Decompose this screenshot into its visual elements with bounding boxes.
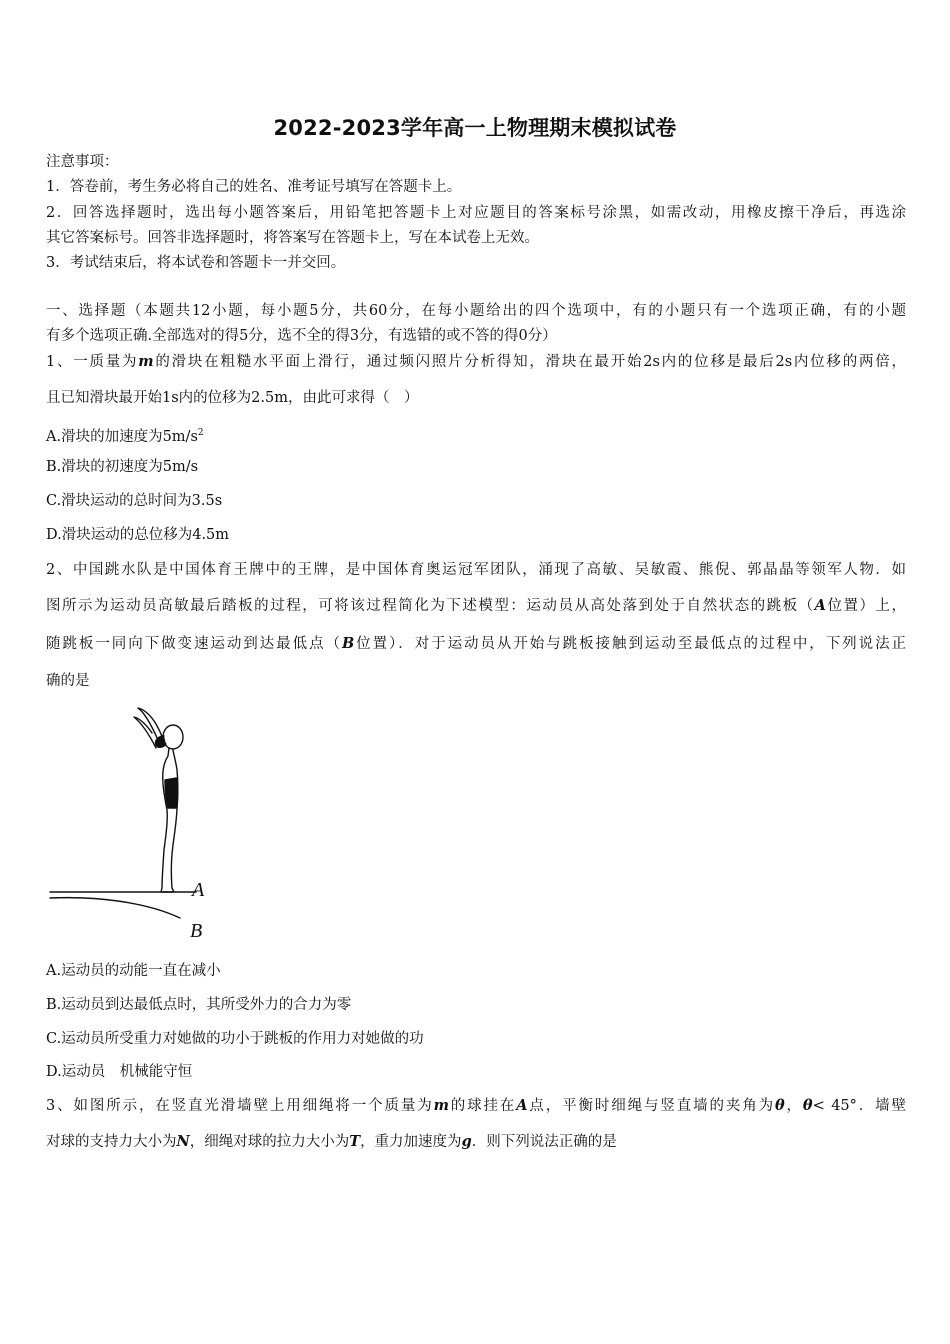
page-title: 2022-2023学年高一上物理期末模拟试卷 bbox=[273, 116, 677, 140]
q2-option-b: B.运动员到达最低点时，其所受外力的合力为零 bbox=[46, 997, 352, 1013]
figure-label-a: A bbox=[192, 879, 205, 901]
section-heading-cont: 有多个选项正确.全部选对的得5分，选不全的得3分，有选错的或不答的得0分） bbox=[46, 328, 557, 344]
q3-stem-part: 的球挂在 bbox=[448, 1098, 517, 1114]
q2-stem-line3 bbox=[46, 634, 906, 654]
q2-option-c: C.运动员所受重力对她做的功小于跳板的作用力对她做的功 bbox=[46, 1031, 424, 1047]
q3-stem-part: 对球的支持力大小为 bbox=[46, 1134, 177, 1150]
notice-item-3: 3．考试结束后，将本试卷和答题卡一并交回。 bbox=[46, 255, 346, 271]
q3-stem-part: 3、如图所示，在竖直光滑墙壁上用细绳将一个质量为 bbox=[46, 1098, 434, 1114]
var-A: A bbox=[814, 597, 826, 614]
q2-stem-part: 随跳板一同向下做变速运动到达最低点（ bbox=[46, 636, 342, 652]
figure-label-b: B bbox=[190, 920, 203, 942]
q1-stem-part: 的滑块在粗糙水平面上滑行，通过频闪照片分析得知，滑块在最开始2s内的位移是最后2s内位移的两倍， bbox=[153, 354, 906, 370]
q2-stem-line1: 2、中国跳水队是中国体育王牌中的王牌，是中国体育奥运冠军团队，涌现了高敏、吴敏霞、熊倪、郭晶晶等领军人物．如 bbox=[46, 562, 906, 578]
diver-arm-back bbox=[134, 717, 156, 748]
var-N: N bbox=[176, 1133, 190, 1150]
diver-body bbox=[161, 748, 178, 892]
var-theta: θ bbox=[774, 1097, 785, 1114]
q2-stem-part: 位置）．对于运动员从开始与跳板接触到运动至最低点的过程中，下列说法正 bbox=[354, 636, 907, 652]
q3-stem-part: 点，平衡时细绳与竖直墙的夹角为 bbox=[527, 1098, 775, 1114]
section-heading: 一、选择题（本题共12小题，每小题5分，共60分，在每小题给出的四个选项中，有的小题只有一个选项正确，有的小题 bbox=[46, 303, 906, 319]
q2-option-d: D.运动员 机械能守恒 bbox=[46, 1064, 193, 1080]
var-m: m bbox=[138, 353, 154, 370]
var-theta: θ bbox=[802, 1097, 813, 1114]
q3-stem-sep: ， bbox=[784, 1098, 803, 1114]
q2-stem-part: 图所示为运动员高敏最后踏板的过程，可将该过程简化为下述模型：运动员从高处落到处于自然状态的跳板（ bbox=[46, 598, 815, 614]
q1-option-c: C.滑块运动的总时间为3.5s bbox=[46, 493, 223, 509]
q1-option-a-sup: 2 bbox=[197, 428, 204, 438]
var-m: m bbox=[433, 1097, 449, 1114]
notice-item-2-cont: 其它答案标号。回答非选择题时，将答案写在答题卡上，写在本试卷上无效。 bbox=[46, 230, 539, 246]
q3-stem-line1 bbox=[46, 1096, 906, 1116]
notice-heading: 注意事项： bbox=[46, 154, 119, 170]
q1-option-a bbox=[46, 423, 204, 447]
q2-option-a: A.运动员的动能一直在减小 bbox=[46, 963, 221, 979]
q1-stem-cont: 且已知滑块最开始1s内的位移为2.5m，由此可求得（ ） bbox=[46, 390, 419, 406]
q1-stem bbox=[46, 352, 906, 372]
q3-stem-part: ，重力加速度为 bbox=[360, 1134, 462, 1150]
var-A: A bbox=[516, 1097, 528, 1114]
notice-item-1: 1．答卷前，考生务必将自己的姓名、准考证号填写在答题卡上。 bbox=[46, 179, 462, 195]
q3-stem-line2 bbox=[46, 1132, 617, 1152]
diver-figure bbox=[46, 700, 226, 950]
q3-stem-part: ，细绳对球的拉力大小为 bbox=[189, 1134, 350, 1150]
q3-stem-part: < 45°．墙壁 bbox=[812, 1098, 907, 1114]
q1-stem-part: 1、一质量为 bbox=[46, 354, 139, 370]
q2-stem-line4: 确的是 bbox=[46, 673, 90, 689]
q1-option-a-text: A.滑块的加速度为5m/s bbox=[46, 428, 198, 445]
var-T: T bbox=[349, 1133, 361, 1150]
q3-stem-part: ．则下列说法正确的是 bbox=[471, 1134, 617, 1150]
var-B: B bbox=[341, 635, 355, 652]
springboard-b bbox=[50, 898, 180, 918]
q1-option-b: B.滑块的初速度为5m/s bbox=[46, 459, 199, 475]
q1-option-d: D.滑块运动的总位移为4.5m bbox=[46, 527, 230, 543]
notice-item-2: 2．回答选择题时，选出每小题答案后，用铅笔把答题卡上对应题目的答案标号涂黑，如需改动，用橡皮擦干净后，再选涂 bbox=[46, 205, 906, 221]
q2-stem-part: 位置）上， bbox=[825, 598, 907, 614]
diver-head bbox=[163, 725, 183, 749]
q2-stem-line2 bbox=[46, 596, 906, 616]
var-g: g bbox=[461, 1133, 472, 1150]
diver-swimsuit bbox=[165, 778, 178, 808]
